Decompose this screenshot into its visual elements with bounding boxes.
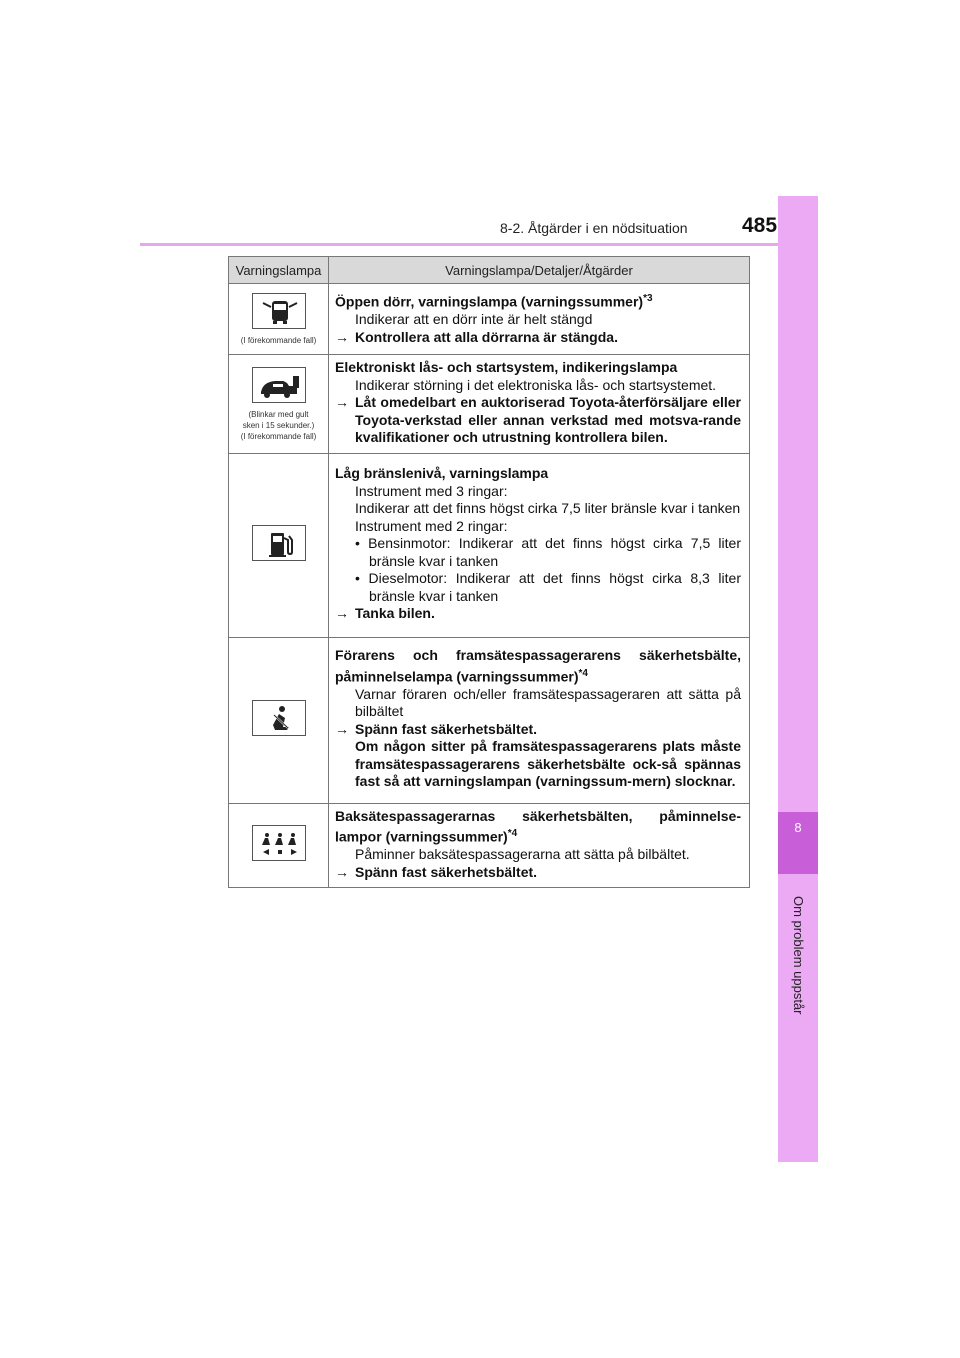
rear-seatbelt-icon [252,825,306,861]
icon-cell [229,637,329,803]
row-title: Låg bränslenivå, varningslampa [335,465,549,482]
row-bullet: • Bensinmotor: Indikerar att det finns högst cirka 7,5 liter bränsle kvar i tanken [355,535,741,569]
icon-note-line: sken i 15 sekunder.) [242,420,315,430]
row-action-detail: Om någon sitter på framsätespassagerarens plats måste framsätespassagerarens säkerhetsbälte ock-så spännas fast så att varningslampan (varningssum-mern) slocknar. [355,738,741,790]
icon-cell [229,284,329,355]
seatbelt-icon [252,700,306,736]
row-description: Indikerar att en dörr inte är helt stängd [355,311,593,328]
arrow-right-icon: → [335,328,349,345]
chapter-label: Om problem uppstår [791,896,806,1015]
row-action: → Spänn fast säkerhetsbältet. [335,863,538,880]
table-row [229,637,750,803]
open-door-icon [252,293,306,329]
details-cell [329,453,750,637]
header-rule [140,243,818,246]
row-description: Varnar föraren och/eller framsätespassageraren att sätta på bilbältet [355,685,741,720]
icon-cell [229,355,329,454]
page-number: 485 [742,214,778,237]
table-row [229,453,750,637]
icon-note-line: (I förekommande fall) [240,431,317,441]
footnote-marker: *4 [507,828,518,839]
section-title: 8-2. Åtgärder i en nödsituation [500,220,688,236]
details-cell [329,637,750,803]
arrow-right-icon: → [335,720,349,737]
arrow-right-icon: → [335,605,349,622]
row-description: Instrument med 2 ringar: [355,517,508,534]
icon-cell [229,803,329,888]
footnote-marker: *4 [578,667,588,679]
arrow-right-icon: → [335,863,349,880]
table-row [229,803,750,888]
footnote-marker: *3 [643,292,653,304]
row-title: Baksätespassagerarnas säkerhetsbälten, påminnelse-lampor (varningssummer)$^{*4}$ [335,807,741,845]
row-action: → Spänn fast säkerhetsbältet. [335,720,538,737]
icon-note: (I förekommande fall) [240,336,317,345]
row-title: Elektroniskt lås- och startsystem, indikeringslampa [335,359,678,375]
row-description: Indikerar störning i det elektroniska lås- och startsystemet. [355,376,717,393]
table-row [229,355,750,454]
icon-note-line: (Blinkar med gult [248,409,309,419]
row-title: Förarens och framsätespassagerarens säkerhetsbälte, påminnelselampa (varningssummer)$^{*4}$ [335,647,741,685]
details-cell [329,355,750,454]
chapter-number: 8 [794,820,802,835]
column-header-icon: Varningslampa [229,257,329,284]
row-description: Instrument med 3 ringar: [355,482,508,499]
column-header-details: Varningslampa/Detaljer/Åtgärder [329,257,750,284]
row-action: → Kontrollera att alla dörrarna är stängda. [335,328,618,345]
row-description: Påminner baksätespassagerarna att sätta på bilbältet. [355,846,690,863]
row-bullet: • Dieselmotor: Indikerar att det finns högst cirka 8,3 liter bränsle kvar i tanken [355,570,741,604]
details-cell [329,284,750,355]
table-header-row [229,257,750,284]
immobilizer-key-icon [252,367,306,403]
icon-cell [229,453,329,637]
row-title: Öppen dörr, varningslampa (varningssummer)$^{*3}$ [335,292,653,310]
table-row [229,284,750,355]
warning-lights-table [228,256,750,888]
row-action: → Tanka bilen. [335,605,435,622]
arrow-right-icon: → [335,394,349,410]
chapter-side-tab[interactable] [778,196,818,1162]
row-description: Indikerar att det finns högst cirka 7,5 liter bränsle kvar i tanken [355,500,741,517]
row-action: → Låt omedelbart en auktoriserad Toyota-återförsäljare eller Toyota-verkstad eller annan verkstad med motsva-rande kvalifikationer och utrustning kontrollera bilen. [335,394,741,445]
fuel-pump-icon [252,525,306,561]
details-cell [329,803,750,888]
